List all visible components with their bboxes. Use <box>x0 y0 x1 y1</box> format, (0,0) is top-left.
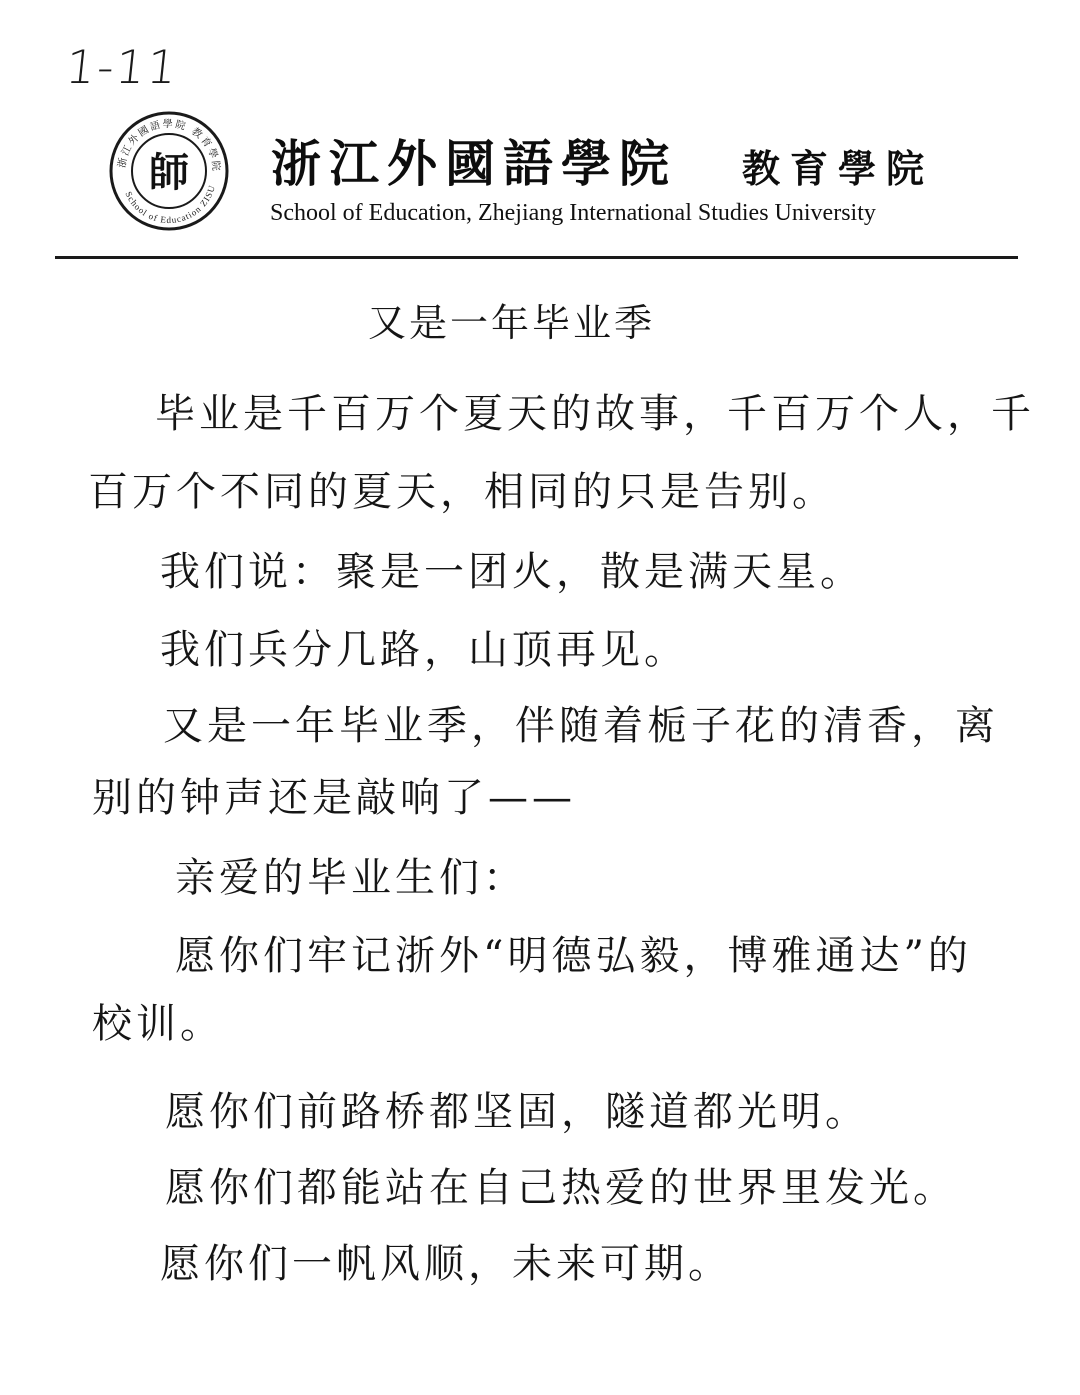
letter-line-3: 我们说：聚是一团火，散是满天星。 <box>160 549 864 595</box>
seal-ring-top-text: 浙江外國語學院 教育學院 <box>116 118 222 174</box>
letter-line-4: 我们兵分几路，山顶再见。 <box>160 627 688 673</box>
letter-line-11: 愿你们都能站在自己热爱的世界里发光。 <box>165 1165 957 1211</box>
letter-title: 又是一年毕业季 <box>368 301 656 345</box>
page-number-mark: 1-11 <box>63 40 182 94</box>
seal-center-glyph: 師 <box>149 149 189 196</box>
letter-line-12: 愿你们一帆风顺，未来可期。 <box>160 1241 732 1287</box>
english-institution-name: School of Education, Zhejiang International Studies University <box>270 200 876 226</box>
letter-line-2: 百万个不同的夏天，相同的只是告别。 <box>88 469 836 515</box>
letter-line-7: 亲爱的毕业生们： <box>175 855 527 901</box>
letter-line-9: 校训。 <box>92 1001 224 1047</box>
letter-line-1: 毕业是千百万个夏天的故事，千百万个人，千 <box>155 391 1035 437</box>
letter-line-8: 愿你们牢记浙外“明德弘毅，博雅通达”的 <box>175 933 972 979</box>
letter-line-10: 愿你们前路桥都坚固，隧道都光明。 <box>165 1089 869 1135</box>
college-name: 教育學院 <box>742 146 935 191</box>
seal-ring-bottom-text: School of Education ZISU <box>123 183 218 226</box>
university-name: 浙江外國語學院 <box>271 134 677 193</box>
letter-line-5: 又是一年毕业季，伴随着栀子花的清香，离 <box>163 703 999 749</box>
letter-line-6: 别的钟声还是敲响了—— <box>92 775 576 821</box>
